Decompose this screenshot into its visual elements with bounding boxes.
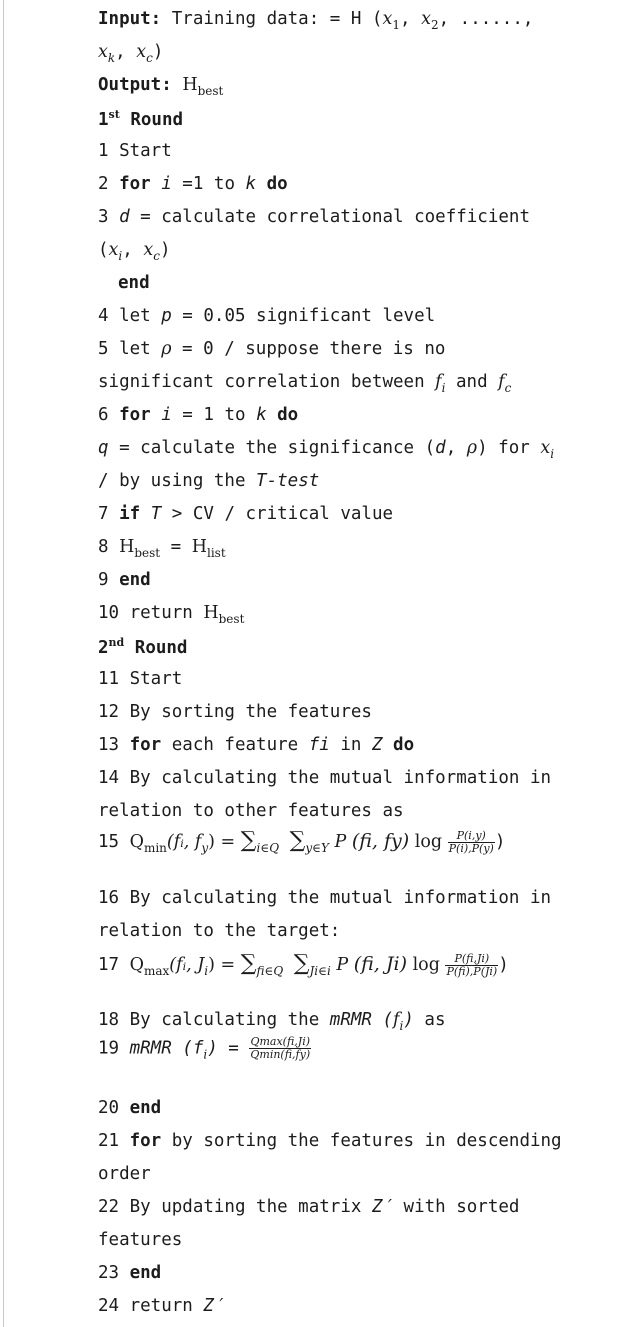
step-3: 3 d = calculate correlational coefficient (98, 207, 530, 227)
step-11: 11 Start (98, 669, 183, 689)
step-6-significance: q = calculate the significance (d, ρ) for $x_i$ (98, 438, 555, 461)
step-20: 20 end (98, 1098, 162, 1118)
step-18: 18 By calculating the mRMR $(f_i)$ as (98, 1010, 446, 1033)
step-12: 12 By sorting the features (98, 702, 372, 722)
step-22-cont: features (98, 1230, 183, 1250)
step-8: 8 $H_{best} = H_{list}$ (98, 537, 226, 560)
step-1: 1 Start (98, 141, 172, 161)
step-14: 14 By calculating the mutual information in (98, 768, 552, 788)
step-10: 10 return $H_{best}$ (98, 603, 245, 626)
step-6: 6 for i = 1 to k do (98, 405, 299, 425)
round-2-heading: 2nd Round (98, 636, 188, 658)
step-19-formula: 19 mRMR $(f_i)$ = $\frac{Qmax(fi,Ji)}{Qmin(fi,fy)}$ (98, 1035, 311, 1062)
step-4: 4 let p = 0.05 significant level (98, 306, 436, 326)
step-5-cont: significant correlation between $f_i$ and $f_c$ (98, 372, 512, 395)
output-line: Output: $H_{best}$ (98, 75, 224, 98)
step-24: 24 return Z′ (98, 1296, 225, 1316)
step-6-ttest: / by using the T-test (98, 471, 320, 491)
step-9: 9 end (98, 570, 151, 590)
step-15-formula: 15 $Q_{min}(fᵢ$, $f_y) = \sum_{i\in Q}$ $\sum_{y\in Y}$ P (fi, fy) log $\frac{P(i,y)}{P(i),P(y)}$ ) (98, 828, 506, 855)
step-14-cont: relation to other features as (98, 801, 404, 821)
step-3-cont: ($x_i$, $x_c$) (98, 240, 171, 263)
step-13: 13 for each feature fi in Z do (98, 735, 415, 755)
left-border-line (3, 0, 4, 1327)
step-22: 22 By updating the matrix Z′ with sorted (98, 1197, 520, 1217)
input-line: Input: Training data: = H ($x_1$, $x_2$, ......, (98, 9, 534, 32)
step-17-formula: 17 $Q_{max}(fᵢ$, $J_i) = \sum_{fi\in Q}$ $\sum_{Ji\in i}$ P (fi, Ji) log $\frac{P(fi,Ji)}{P(fi),P(Ji)}$ ) (98, 951, 509, 978)
fraction-15: $\frac{P(i,y)}{P(i),P(y)}$ (448, 828, 494, 855)
round-1-heading: 1st Round (98, 108, 184, 130)
end-1: end (118, 273, 150, 293)
input-line-cont: $x_k$, $x_c$) (98, 42, 164, 65)
fraction-19: $\frac{Qmax(fi,Ji)}{Qmin(fi,fy)}$ (250, 1035, 311, 1061)
step-23: 23 end (98, 1263, 162, 1283)
step-16-cont: relation to the target: (98, 921, 341, 941)
step-16: 16 By calculating the mutual information in (98, 888, 552, 908)
step-21-cont: order (98, 1164, 151, 1184)
step-2: 2 for i =1 to k do (98, 174, 288, 194)
step-21: 21 for by sorting the features in descending (98, 1131, 562, 1151)
fraction-17: $\frac{P(fi,Ji)}{P(fi),P(Ji)}$ (446, 951, 498, 978)
step-5: 5 let ρ = 0 / suppose there is no (98, 339, 446, 359)
step-7: 7 if T > CV / critical value (98, 504, 394, 524)
